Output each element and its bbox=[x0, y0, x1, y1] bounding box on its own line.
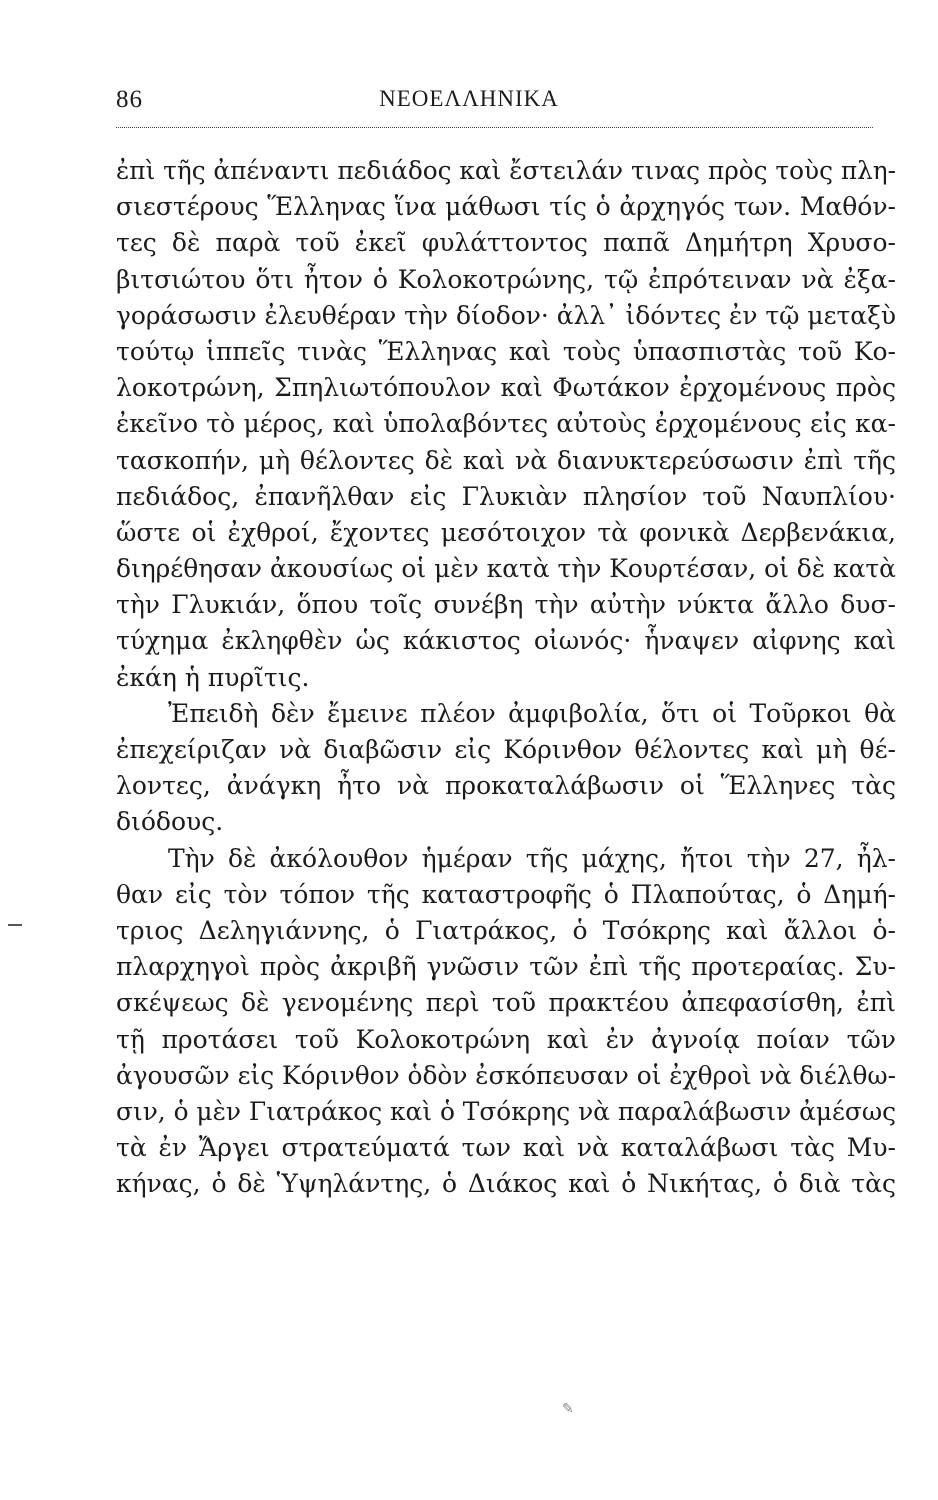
text-line: τύχημα ἐκληφθὲν ὡς κάκιστος οἰωνός· ἧναψεν αἰφνης καὶ bbox=[116, 626, 896, 656]
text-line: ἐκάη ἡ πυρῖτις. bbox=[116, 662, 310, 692]
text-line: ἐπὶ τῆς ἀπέναντι πεδιάδος καὶ ἔστειλάν τινας πρὸς τοὺς πλη- bbox=[116, 156, 896, 185]
header-rule bbox=[116, 127, 873, 128]
body-text bbox=[116, 153, 936, 1202]
text-line: τασκοπήν, μὴ θέλοντες δὲ καὶ νὰ διανυκτερεύσωσιν ἐπὶ τῆς bbox=[116, 445, 896, 475]
ink-speck: ✎ bbox=[562, 1401, 574, 1417]
text-line: θαν εἰς τὸν τόπον τῆς καταστροφῆς ὁ Πλαπούτας, ὁ Δημή- bbox=[116, 879, 896, 909]
text-line: γοράσωσιν ἐλευθέραν τὴν δίοδον· ἀλλ᾽ ἰδόντες ἐν τῷ μεταξὺ bbox=[116, 300, 896, 330]
text-line: σκέψεως δὲ γενομένης περὶ τοῦ πρακτέου ἀπεφασίσθη, ἐπὶ bbox=[116, 988, 896, 1018]
running-title: ΝΕΟΕΛΛΗΝΙΚΑ bbox=[379, 86, 559, 111]
text-line: ὥστε οἱ ἐχθροί, ἔχοντες μεσότοιχον τὰ φονικὰ Δερβενάκια, bbox=[116, 517, 896, 547]
text-line: ἐκεῖνο τὸ μέρος, καὶ ὑπολαβόντες αὐτοὺς ἐρχομένους εἰς κα- bbox=[116, 409, 896, 439]
text-line: διηρέθησαν ἀκουσίως οἱ μὲν κατὰ τὴν Κουρτέσαν, οἱ δὲ κατὰ bbox=[116, 554, 896, 584]
text-line: τούτῳ ἱππεῖς τινὰς Ἕλληνας καὶ τοὺς ὑπασπιστὰς τοῦ Κο- bbox=[116, 336, 896, 366]
text-line: τῇ προτάσει τοῦ Κολοκοτρώνη καὶ ἐν ἀγνοίᾳ ποίαν τῶν bbox=[116, 1024, 896, 1054]
text-line: βιτσιώτου ὅτι ἦτον ὁ Κολοκοτρώνης, τῷ ἐπρότειναν νὰ ἐξα- bbox=[116, 264, 896, 294]
margin-mark bbox=[8, 924, 22, 926]
text-line: τες δὲ παρὰ τοῦ ἐκεῖ φυλάττοντος παπᾶ Δημήτρη Χρυσο- bbox=[116, 228, 896, 258]
text-line: πεδιάδος, ἐπανῆλθαν εἰς Γλυκιὰν πλησίον τοῦ Ναυπλίου· bbox=[116, 481, 896, 511]
text-line: τὰ ἐν Ἄργει στρατεύματά των καὶ νὰ καταλάβωσι τὰς Μυ- bbox=[116, 1133, 896, 1163]
text-line: τὴν Γλυκιάν, ὅπου τοῖς συνέβη τὴν αὐτὴν νύκτα ἄλλο δυσ- bbox=[116, 590, 896, 620]
text-line: λοκοτρώνη, Σπηλιωτόπουλον καὶ Φωτάκον ἐρχομένους πρὸς bbox=[116, 373, 896, 403]
text-line: τριος Δεληγιάννης, ὁ Γιατράκος, ὁ Τσόκρης καὶ ἄλλοι ὁ- bbox=[116, 915, 896, 945]
text-line: Τὴν δὲ ἀκόλουθον ἡμέραν τῆς μάχης, ἤτοι τὴν 27, ἦλ- bbox=[168, 843, 896, 873]
page-number: 86 bbox=[116, 86, 143, 113]
text-line: κήνας, ὁ δὲ Ὑψηλάντης, ὁ Διάκος καὶ ὁ Νικήτας, ὁ διὰ τὰς bbox=[116, 1169, 896, 1199]
text-line: ἐπεχείριζαν νὰ διαβῶσιν εἰς Κόρινθον θέλοντες καὶ μὴ θέ- bbox=[116, 735, 896, 764]
text-line: ἀγουσῶν εἰς Κόρινθον ὁδὸν ἐσκόπευσαν οἱ ἐχθροὶ νὰ διέλθω- bbox=[116, 1060, 896, 1090]
text-line: σιν, ὁ μὲν Γιατράκος καὶ ὁ Τσόκρης νὰ παραλάβωσιν ἀμέσως bbox=[116, 1096, 896, 1126]
text-line: λοντες, ἀνάγκη ἦτο νὰ προκαταλάβωσιν οἱ Ἕλληνες τὰς bbox=[116, 771, 896, 801]
text-line: διόδους. bbox=[116, 807, 224, 837]
text-line: σιεστέρους Ἕλληνας ἵνα μάθωσι τίς ὁ ἀρχηγός των. Μαθόν- bbox=[116, 192, 896, 222]
text-line: πλαρχηγοὶ πρὸς ἀκριβῆ γνῶσιν τῶν ἐπὶ τῆς προτεραίας. Συ- bbox=[116, 952, 896, 982]
text-line: Ἐπειδὴ δὲν ἔμεινε πλέον ἀμφιβολία, ὅτι οἱ Τοῦρκοι θὰ bbox=[168, 698, 896, 728]
